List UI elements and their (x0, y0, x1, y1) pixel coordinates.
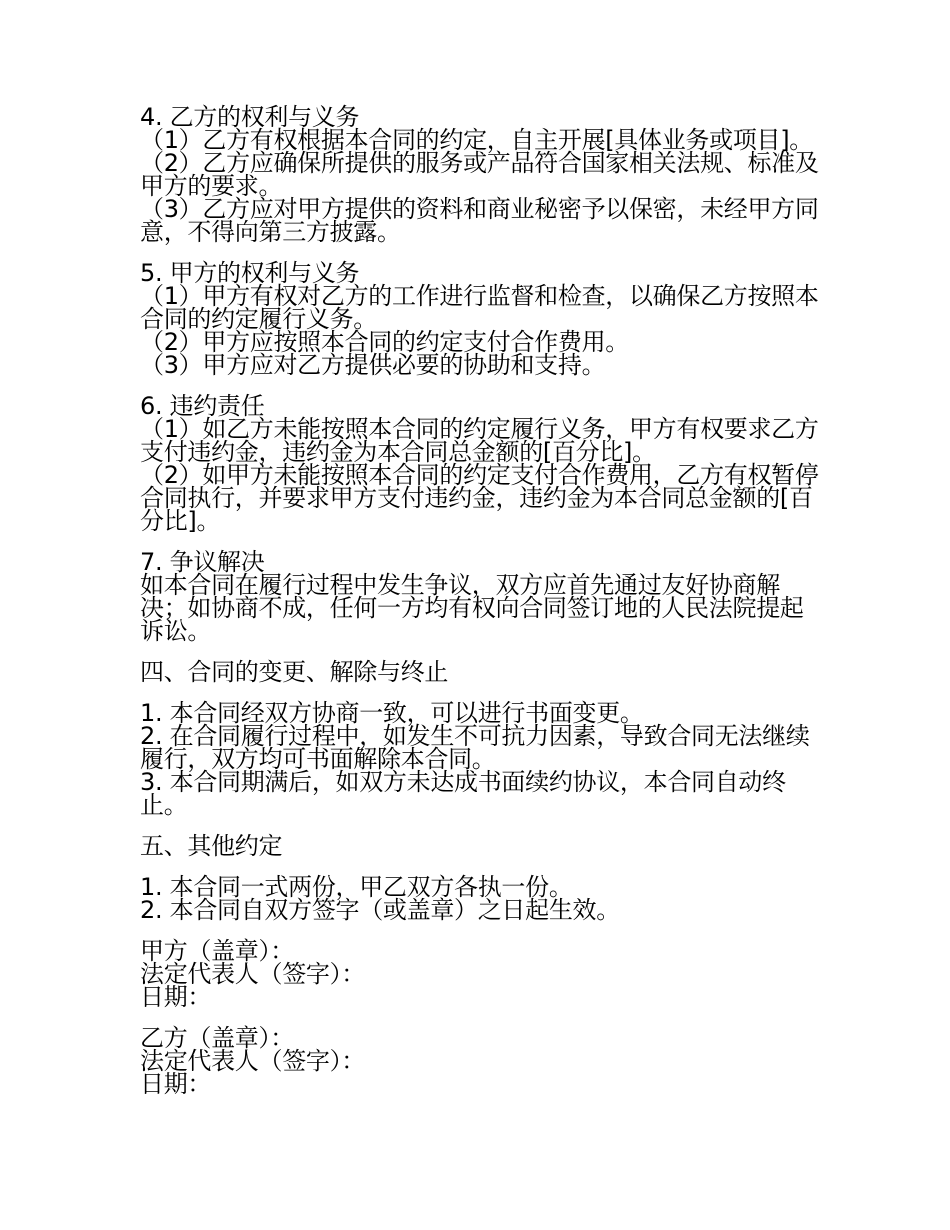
signature-rep-label: 法定代表人（签字）： (140, 1047, 365, 1075)
signature-party-label: 乙方（盖章）： (140, 1024, 294, 1052)
clause-item: （3）乙方应对甲方提供的资料和商业秘密予以保密，未经甲方同意，不得向第三方披露。 (140, 195, 819, 246)
clause-item: 2. 本合同自双方签字（或盖章）之日起生效。 (140, 896, 620, 924)
section-change (140, 699, 820, 819)
clause-text: 如本合同在履行过程中发生争议，双方应首先通过友好协商解决；如协商不成，任何一方均有权向合同签订地的人民法院提起诉讼。 (140, 571, 804, 645)
chapter-title-other: 五、其他约定 (140, 832, 283, 860)
section-heading: 7. 争议解决 (140, 548, 265, 576)
clause-item: （1）乙方有权根据本合同的约定，自主开展[具体业务或项目]。 (140, 126, 813, 154)
section-other (140, 873, 820, 924)
contract-page (140, 103, 820, 1114)
signature-rep-label: 法定代表人（签字）： (140, 960, 365, 988)
clause-item: 1. 本合同一式两份，甲乙双方各执一份。 (140, 873, 573, 901)
clause-item: （3）甲方应对乙方提供必要的协助和支持。 (140, 351, 606, 379)
signature-date-label: 日期： (140, 1070, 212, 1098)
clause-item: 1. 本合同经双方协商一致，可以进行书面变更。 (140, 699, 644, 727)
section-heading: 6. 违约责任 (140, 392, 265, 420)
clause-item: （2）甲方应按照本合同的约定支付合作费用。 (140, 328, 629, 356)
section-heading: 5. 甲方的权利与义务 (140, 259, 360, 287)
signature-party-a (140, 937, 820, 1011)
clause-item: （1）甲方有权对乙方的工作进行监督和检查，以确保乙方按照本合同的约定履行义务。 (140, 282, 819, 333)
signature-party-label: 甲方（盖章）： (140, 937, 294, 965)
clause-item: 2. 在合同履行过程中，如发生不可抗力因素，导致合同无法继续履行，双方均可书面解除本合同。 (140, 722, 810, 773)
signature-party-b (140, 1024, 820, 1098)
section-dispute (140, 548, 820, 645)
section-party-b-rights (140, 103, 820, 246)
clause-item: 3. 本合同期满后，如双方未达成书面续约协议，本合同自动终止。 (140, 768, 786, 819)
clause-item: （2）乙方应确保所提供的服务或产品符合国家相关法规、标准及甲方的要求。 (140, 149, 819, 200)
signature-date-label: 日期： (140, 983, 212, 1011)
section-heading: 4. 乙方的权利与义务 (140, 103, 360, 131)
section-party-a-rights (140, 259, 820, 379)
chapter-title-change: 四、合同的变更、解除与终止 (140, 658, 449, 686)
section-liability (140, 392, 820, 535)
clause-item: （2）如甲方未能按照本合同的约定支付合作费用，乙方有权暂停合同执行，并要求甲方支付违约金，违约金为本合同总金额的[百分比]。 (140, 461, 819, 535)
clause-item: （1）如乙方未能按照本合同的约定履行义务，甲方有权要求乙方支付违约金，违约金为本合同总金额的[百分比]。 (140, 415, 819, 466)
